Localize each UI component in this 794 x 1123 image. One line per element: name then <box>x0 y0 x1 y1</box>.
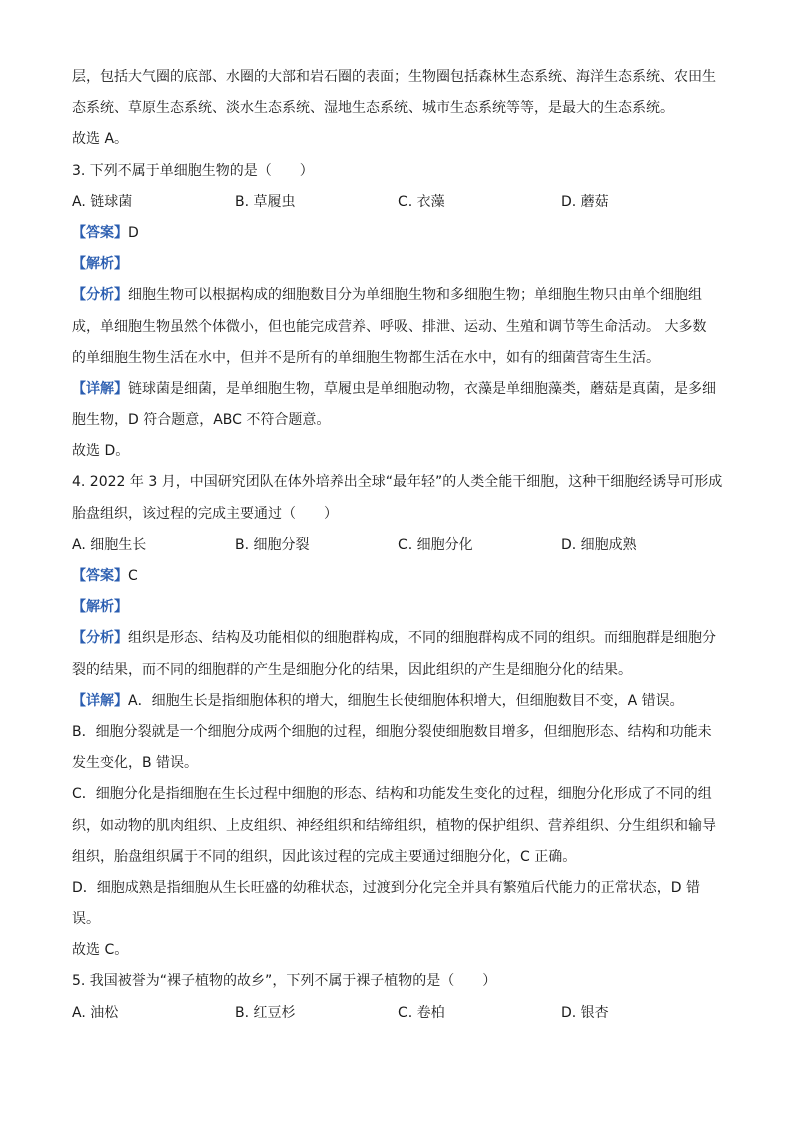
q3-answer-value: D <box>128 224 139 241</box>
analysis-tag: 【解析】 <box>72 599 128 616</box>
q4-detail-line: 发生变化，B 错误。 <box>72 755 199 772</box>
q3-analysis-heading <box>72 249 724 280</box>
fenxi-tag: 【分析】 <box>72 630 128 647</box>
q3-option-c: C. 衣藻 <box>398 193 445 210</box>
q3-fenxi-line: 的单细胞生物生活在水中，但并不是所有的单细胞生物都生活在水中，如有的细菌营寄生生活。 <box>72 349 660 366</box>
q4-detail-line: D．细胞成熟是指细胞从生长旺盛的幼稚状态，过渡到分化完全并具有繁殖后代能力的正常状态，D 错 <box>72 879 701 896</box>
q4-analysis-heading <box>72 592 724 623</box>
q4-option-a: A. 细胞生长 <box>72 536 147 553</box>
answer-tag: 【答案】 <box>72 568 128 584</box>
fenxi-tag: 【分析】 <box>72 287 128 304</box>
q3-conclusion: 故选 D。 <box>72 443 130 460</box>
q3-answer <box>72 218 724 249</box>
q3-option-b: B. 草履虫 <box>235 193 296 210</box>
xiangjie-tag: 【详解】 <box>72 380 128 397</box>
q4-stem: 4. 2022 年 3 月，中国研究团队在体外培养出全球“最年轻”的人类全能干细胞，这种干细胞经诱导可形成 <box>72 474 723 491</box>
q4-options <box>72 530 724 561</box>
q4-detail-line: 织，如动物的肌肉组织、上皮组织、神经组织和结缔组织，植物的保护组织、营养组织、分生组织和输导 <box>72 817 716 834</box>
q3-options <box>72 187 724 218</box>
q4-detail-line: B．细胞分裂就是一个细胞分成两个细胞的过程，细胞分裂使细胞数目增多，但细胞形态、结构和功能未 <box>72 723 712 740</box>
q4-xiangjie-text: A．细胞生长是指细胞体积的增大，细胞生长使细胞体积增大，但细胞数目不变，A 错误。 <box>128 692 684 709</box>
q3-fenxi-text: 细胞生物可以根据构成的细胞数目分为单细胞生物和多细胞生物；单细胞生物只由单个细胞组 <box>128 287 702 304</box>
q2-explanation-line: 态系统、草原生态系统、淡水生态系统、湿地生态系统、城市生态系统等等，是最大的生态系统。 <box>72 100 674 117</box>
answer-tag: 【答案】 <box>72 224 128 241</box>
q4-option-d: D. 细胞成熟 <box>561 536 637 553</box>
q4-detail-line: 组织，胎盘组织属于不同的组织，因此该过程的完成主要通过细胞分化，C 正确。 <box>72 848 577 865</box>
q3-option-a: A. 链球菌 <box>72 193 133 210</box>
q4-fenxi-line: 裂的结果，而不同的细胞群的产生是细胞分化的结果，因此组织的产生是细胞分化的结果。 <box>72 661 632 678</box>
q5-option-c: C. 卷柏 <box>398 1004 445 1021</box>
q4-detail-line: C．细胞分化是指细胞在生长过程中细胞的形态、结构和功能发生变化的过程，细胞分化形成了不同的组 <box>72 786 712 803</box>
q4-answer <box>72 561 724 592</box>
analysis-tag: 【解析】 <box>72 256 128 273</box>
q3-xiangjie-text: 链球菌是细菌，是单细胞生物，草履虫是单细胞动物，衣藻是单细胞藻类，蘑菇是真菌，是多细 <box>128 380 716 397</box>
q3-xiangjie-line <box>72 374 724 405</box>
document-page <box>72 62 724 1029</box>
xiangjie-tag: 【详解】 <box>72 692 128 709</box>
q3-option-d: D. 蘑菇 <box>561 193 609 210</box>
q2-explanation-line: 层，包括大气圈的底部、水圈的大部和岩石圈的表面；生物圈包括森林生态系统、海洋生态系统、农田生 <box>72 69 716 85</box>
q4-detail-line: 误。 <box>72 911 100 928</box>
q5-option-a: A. 油松 <box>72 1004 119 1021</box>
q3-xiangjie-line: 胞生物，D 符合题意，ABC 不符合题意。 <box>72 412 331 429</box>
q4-stem: 胎盘组织，该过程的完成主要通过（ ） <box>72 505 338 522</box>
q4-conclusion: 故选 C。 <box>72 942 129 959</box>
q4-option-b: B. 细胞分裂 <box>235 536 310 553</box>
q5-options <box>72 998 724 1029</box>
q4-fenxi-text: 组织是形态、结构及功能相似的细胞群构成，不同的细胞群构成不同的组织。而细胞群是细胞分 <box>128 630 716 647</box>
q3-fenxi-line <box>72 280 724 311</box>
q5-option-b: B. 红豆杉 <box>235 1004 296 1021</box>
q4-xiangjie-line <box>72 686 724 717</box>
q3-stem: 3. 下列不属于单细胞生物的是（ ） <box>72 162 314 179</box>
q5-stem: 5. 我国被誉为“裸子植物的故乡”，下列不属于裸子植物的是（ ） <box>72 973 497 990</box>
q3-fenxi-line: 成，单细胞生物虽然个体微小，但也能完成营养、呼吸、排泄、运动、生殖和调节等生命活动。 大多数 <box>72 318 707 335</box>
q2-conclusion: 故选 A。 <box>72 131 129 148</box>
q4-fenxi-line <box>72 623 724 654</box>
q4-answer-value: C <box>128 568 138 584</box>
q5-option-d: D. 银杏 <box>561 1004 609 1021</box>
q4-option-c: C. 细胞分化 <box>398 536 473 553</box>
